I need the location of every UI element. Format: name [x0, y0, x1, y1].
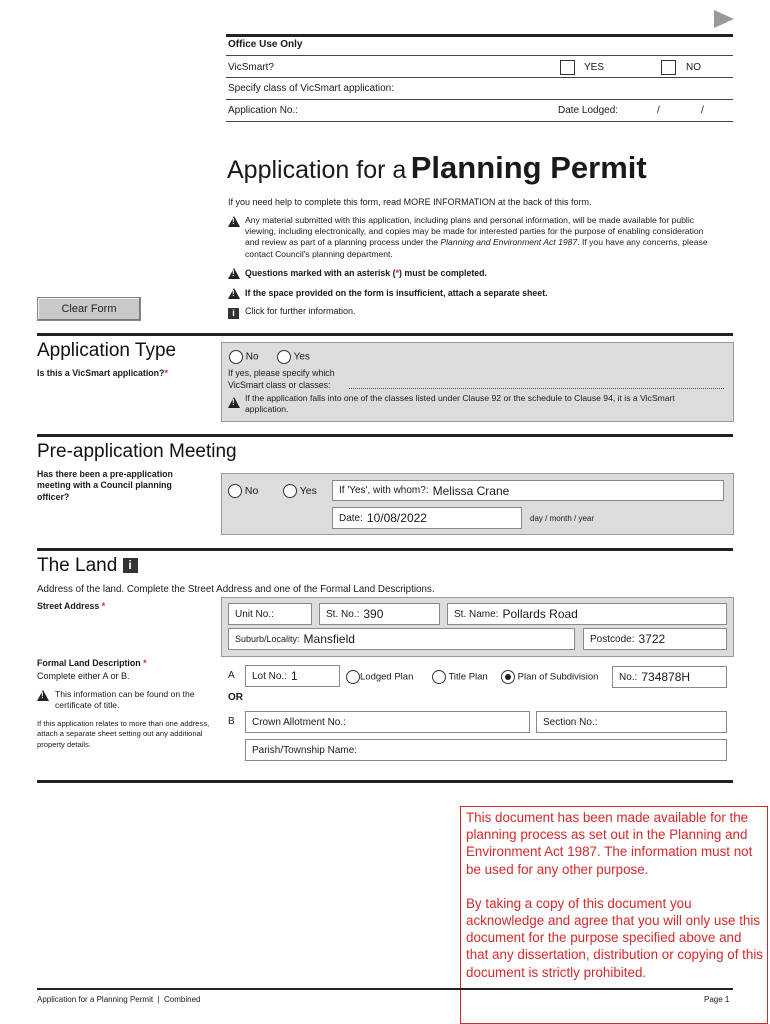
field-label: Parish/Township Name:	[252, 744, 358, 756]
field-value: Mansfield	[303, 632, 355, 646]
lodged-plan-radio[interactable]	[346, 670, 360, 684]
footer-rule	[37, 988, 733, 990]
street-no-field[interactable]	[319, 603, 440, 625]
page-number: Page 1	[704, 995, 730, 1004]
office-yes-label: YES	[584, 62, 605, 73]
no-radio[interactable]	[229, 350, 243, 364]
option-label: Plan of Subdivision	[517, 671, 599, 683]
vicsmart-label: VicSmart?	[228, 62, 274, 73]
date-slash: /	[701, 105, 704, 116]
divider	[226, 77, 733, 78]
label-text: Street Address	[37, 601, 100, 611]
page-title	[227, 150, 647, 186]
label-text: Formal Land Description	[37, 658, 141, 668]
vicsmart-classes-input[interactable]	[349, 388, 724, 389]
yes-radio[interactable]	[283, 484, 297, 498]
title-light: Application for a	[227, 156, 407, 184]
with-whom-field[interactable]	[332, 480, 724, 501]
plan-of-subdivision-radio[interactable]	[501, 670, 515, 684]
asterisk: *	[101, 601, 106, 611]
field-label: St. No.:	[326, 608, 360, 620]
public-material-note	[245, 215, 715, 260]
field-value: Pollards Road	[502, 607, 578, 621]
crown-allotment-field[interactable]	[245, 711, 530, 733]
plan-of-subdivision-option[interactable]	[501, 670, 598, 684]
act-name: Planning and Environment Act 1987	[440, 237, 578, 248]
specify-class-label: Specify class of VicSmart application:	[228, 83, 395, 94]
vicsmart-classes-label: VicSmart class or classes:	[228, 380, 331, 390]
notice-paragraph: By taking a copy of this document you acknowledge and agree that you will only use this document for the purpose specified above and that any dissertation, distribution or copying of this document is strictly prohibited.	[466, 895, 763, 980]
info-glyph: i	[228, 308, 239, 319]
note-text: ) must be completed.	[399, 268, 487, 278]
note-text: Any material submitted with this application, including plans and personal information, will be made available for public viewing, including electronically, and copies may be made for interested parties for the purpose of enabling consideration and review as part of a planning process under the	[245, 215, 704, 248]
application-type-title: Application Type	[37, 340, 177, 361]
section-rule	[37, 780, 733, 783]
info-icon[interactable]: i	[123, 558, 138, 573]
notice-paragraph: This document has been made available for the planning process as set out in the Planning and Environment Act 1987. The information must not be used for any other purpose.	[466, 810, 753, 877]
parish-township-field[interactable]	[245, 739, 727, 761]
section-rule	[37, 333, 733, 336]
field-label: Unit No.:	[235, 608, 274, 620]
option-b-label: B	[228, 716, 235, 727]
title-plan-option[interactable]	[432, 670, 488, 684]
title-bold: Planning Permit	[410, 150, 647, 185]
next-page-arrow-icon[interactable]	[714, 10, 736, 28]
field-label: Crown Allotment No.:	[252, 716, 346, 728]
plan-no-field[interactable]	[612, 666, 727, 688]
yes-radio[interactable]	[277, 350, 291, 364]
office-top-rule	[226, 34, 733, 37]
street-name-field[interactable]	[447, 603, 727, 625]
field-label: Postcode:	[590, 633, 635, 645]
vicsmart-question	[37, 368, 168, 378]
warning-icon	[37, 687, 49, 705]
clear-form-button[interactable]: Clear Form	[37, 297, 141, 321]
the-land-title	[37, 555, 138, 577]
asterisk: *	[143, 658, 147, 668]
field-label: Lot No.:	[252, 670, 288, 682]
asterisk-note	[245, 268, 487, 278]
lodged-plan-option[interactable]	[346, 670, 413, 684]
yes-label: Yes	[299, 484, 317, 497]
specify-text: If yes, please specify which	[228, 368, 335, 378]
multiple-address-note: If this application relates to more than one address, attach a separate sheet setting out any additional property details.	[37, 719, 210, 749]
field-value: 390	[363, 607, 384, 621]
street-address-label	[37, 601, 105, 611]
office-title: Office Use Only	[228, 39, 303, 50]
field-label: St. Name:	[454, 608, 499, 620]
option-label: Lodged Plan	[360, 671, 414, 683]
further-info-note: Click for further information.	[245, 306, 356, 316]
section-rule	[37, 434, 733, 437]
certificate-note: This information can be found on the certificate of title.	[55, 689, 195, 710]
pre-application-title: Pre-application Meeting	[37, 441, 237, 462]
asterisk: *	[395, 268, 400, 278]
divider	[226, 121, 733, 122]
field-value: Melissa Crane	[432, 483, 510, 498]
date-format-hint: day / month / year	[530, 514, 595, 523]
field-label: No.:	[619, 671, 638, 683]
section-rule	[37, 548, 733, 551]
complete-either-text: Complete either A or B.	[37, 671, 130, 681]
note-text: . If you have any concerns, please contact Council's planning department.	[245, 237, 708, 259]
land-intro: Address of the land. Complete the Street Address and one of the Formal Land Descriptions.	[37, 584, 435, 595]
divider	[226, 55, 733, 56]
no-label: No	[244, 484, 259, 497]
or-label: OR	[228, 692, 243, 703]
option-a-label: A	[228, 670, 235, 681]
field-value: 1	[291, 669, 298, 683]
meeting-date-field[interactable]	[332, 507, 522, 529]
field-value: 734878H	[641, 670, 691, 684]
application-no-label: Application No.:	[228, 105, 299, 116]
note-text: Questions marked with an asterisk (	[245, 268, 396, 278]
field-label: Date:	[339, 512, 363, 524]
question-text: Is this a VicSmart application?	[37, 368, 165, 378]
lot-no-field[interactable]	[245, 665, 340, 687]
help-text: If you need help to complete this form, read MORE INFORMATION at the back of this form.	[228, 197, 592, 207]
vicsmart-clause-note: If the application falls into one of the classes listed under Clause 92 or the schedule to Clause 94, it is a VicSmart application.	[245, 393, 675, 414]
asterisk: *	[164, 368, 168, 378]
field-label: Suburb/Locality:	[235, 634, 300, 644]
date-slash: /	[657, 105, 660, 116]
office-no-label: NO	[686, 62, 701, 73]
field-value: 10/08/2022	[366, 511, 427, 525]
field-label: If 'Yes', with whom?:	[339, 485, 429, 496]
divider	[226, 99, 733, 100]
option-label: Title Plan	[448, 671, 488, 683]
copyright-notice	[460, 806, 768, 1024]
date-lodged-label: Date Lodged:	[558, 105, 619, 116]
office-no-checkbox[interactable]	[661, 60, 676, 75]
formal-description-label	[37, 658, 147, 668]
yes-label: Yes	[293, 351, 310, 363]
vicsmart-yes-option[interactable]	[277, 350, 310, 364]
no-label: No	[245, 351, 259, 363]
pre-app-no-option[interactable]	[228, 484, 258, 498]
space-note: If the space provided on the form is insufficient, attach a separate sheet.	[245, 288, 548, 298]
pre-application-question: Has there been a pre-application meeting with a Council planning officer?	[37, 469, 173, 502]
title-text: The Land	[37, 555, 118, 576]
unit-no-field[interactable]	[228, 603, 312, 625]
no-radio[interactable]	[228, 484, 242, 498]
section-no-field[interactable]	[536, 711, 727, 733]
title-plan-radio[interactable]	[432, 670, 446, 684]
vicsmart-no-option[interactable]	[229, 350, 259, 364]
pre-app-yes-option[interactable]	[283, 484, 317, 498]
suburb-field[interactable]	[228, 628, 575, 650]
warning-icon	[228, 394, 240, 412]
vicsmart-panel	[221, 342, 734, 422]
info-icon[interactable]	[228, 305, 239, 323]
footer-title: Application for a Planning Permit | Combined	[37, 995, 201, 1004]
warning-icon	[228, 265, 240, 283]
warning-icon	[228, 213, 240, 231]
postcode-field[interactable]	[583, 628, 727, 650]
office-yes-checkbox[interactable]	[560, 60, 575, 75]
field-label: Section No.:	[543, 716, 598, 728]
warning-icon	[228, 285, 240, 303]
field-value: 3722	[638, 632, 666, 646]
